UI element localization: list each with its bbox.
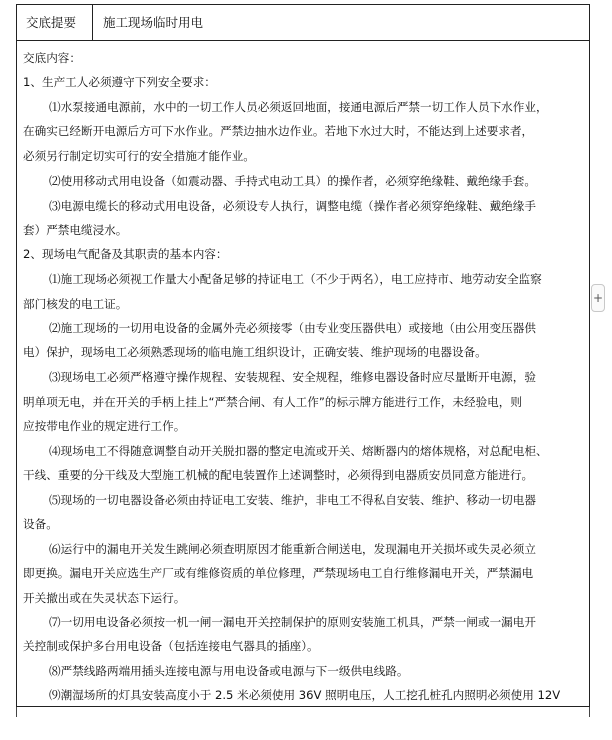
content-line: ⑺一切用电设备必须按一机一闸一漏电开关控制保护的原则安装施工机具，严禁一闸或一漏电开: [49, 615, 536, 629]
summary-label: 交底提要: [17, 5, 93, 40]
table-corner-mark-right: [589, 707, 590, 717]
content-line: 交底内容：: [23, 51, 81, 65]
content-line: 在确实已经断开电源后方可下水作业。严禁边抽水边作业。若地下水过大时，不能达到上述要求者，: [23, 124, 534, 138]
content-line: ⑷现场电工不得随意调整自动开关脱扣器的整定电流或开关、熔断器内的熔体规格，对总配电柜、: [49, 444, 548, 458]
content-line: ⑹运行中的漏电开关发生跳闸必须查明原因才能重新合闸送电，发现漏电开关损坏或失灵必须立: [49, 542, 536, 556]
content-line: 必须另行制定切实可行的安全措施才能作业。: [23, 149, 255, 163]
summary-value: 施工现场临时用电: [103, 15, 204, 30]
content-line: 干线、重要的分干线及大型施工机械的配电装置作上述调整时，必须得到电器质安员同意方能进行。: [23, 468, 534, 482]
content-line: ⑻严禁线路两端用插头连接电源与用电设备或电源与下一级供电线路。: [49, 664, 409, 678]
content-line: ⑵施工现场的一切用电设备的金属外壳必须接零（由专业变压器供电）或接地（由公用变压器供: [49, 321, 536, 335]
content-line: 电）保护，现场电工必须熟悉现场的临电施工组织设计，正确安装、维护现场的电器设备。: [23, 345, 487, 359]
content-line: ⑴水泵接通电源前，水中的一切工作人员必须返回地面，接通电源后严禁一切工作人员下水作业，: [49, 100, 548, 114]
content-line: 开关撤出或在失灵状态下运行。: [23, 591, 186, 605]
content-line: 套）严禁电缆浸水。: [23, 223, 128, 237]
table-corner-mark-left: [16, 707, 17, 717]
expand-side-tab[interactable]: [591, 284, 605, 312]
content-line: ⑸现场的一切电器设备必须由持证电工安装、维护，非电工不得私自安装、维护、移动一切电器: [49, 493, 536, 507]
content-line: 应按带电作业的规定进行工作。: [23, 419, 186, 433]
content-line: 关控制或保护多台用电设备（包括连接电气器具的插座）。: [23, 639, 319, 653]
plus-icon: +: [592, 291, 604, 305]
content-line: ⑼潮湿场所的灯具安装高度小于 2.5 米必须使用 36V 照明电压，人工挖孔桩孔内照明必须使用 12V: [49, 688, 561, 702]
content-line: ⑵使用移动式用电设备（如震动器、手持式电动工具）的操作者，必须穿绝缘鞋、戴绝缘手套。: [49, 174, 536, 188]
content-line: 1、生产工人必须遵守下列安全要求：: [23, 75, 216, 89]
content-line: 设备。: [23, 517, 58, 531]
content-line: 部门核发的电工证。: [23, 297, 128, 311]
summary-row: [17, 5, 589, 41]
content-line: 明单项无电，并在开关的手柄上挂上“严禁合闸、有人工作”的标示牌方能进行工作，未经验电，则: [23, 395, 522, 409]
disclosure-table: [16, 4, 590, 707]
content-line: 即更换。漏电开关应选生产厂或有维修资质的单位修理，严禁现场电工自行维修漏电开关，严禁漏电: [23, 566, 534, 580]
content-line: ⑴施工现场必须视工作量大小配备足够的持证电工（不少于两名），电工应持市、地劳动安全监察: [49, 272, 542, 286]
content-line: ⑶现场电工必须严格遵守操作规程、安装规程、安全规程，维修电器设备时应尽量断开电源，验: [49, 370, 536, 384]
content-line: ⑶电源电缆长的移动式用电设备，必须设专人执行，调整电缆（操作者必须穿绝缘鞋、戴绝缘手: [49, 199, 536, 213]
content-line: 2、现场电气配备及其职责的基本内容：: [23, 247, 228, 261]
